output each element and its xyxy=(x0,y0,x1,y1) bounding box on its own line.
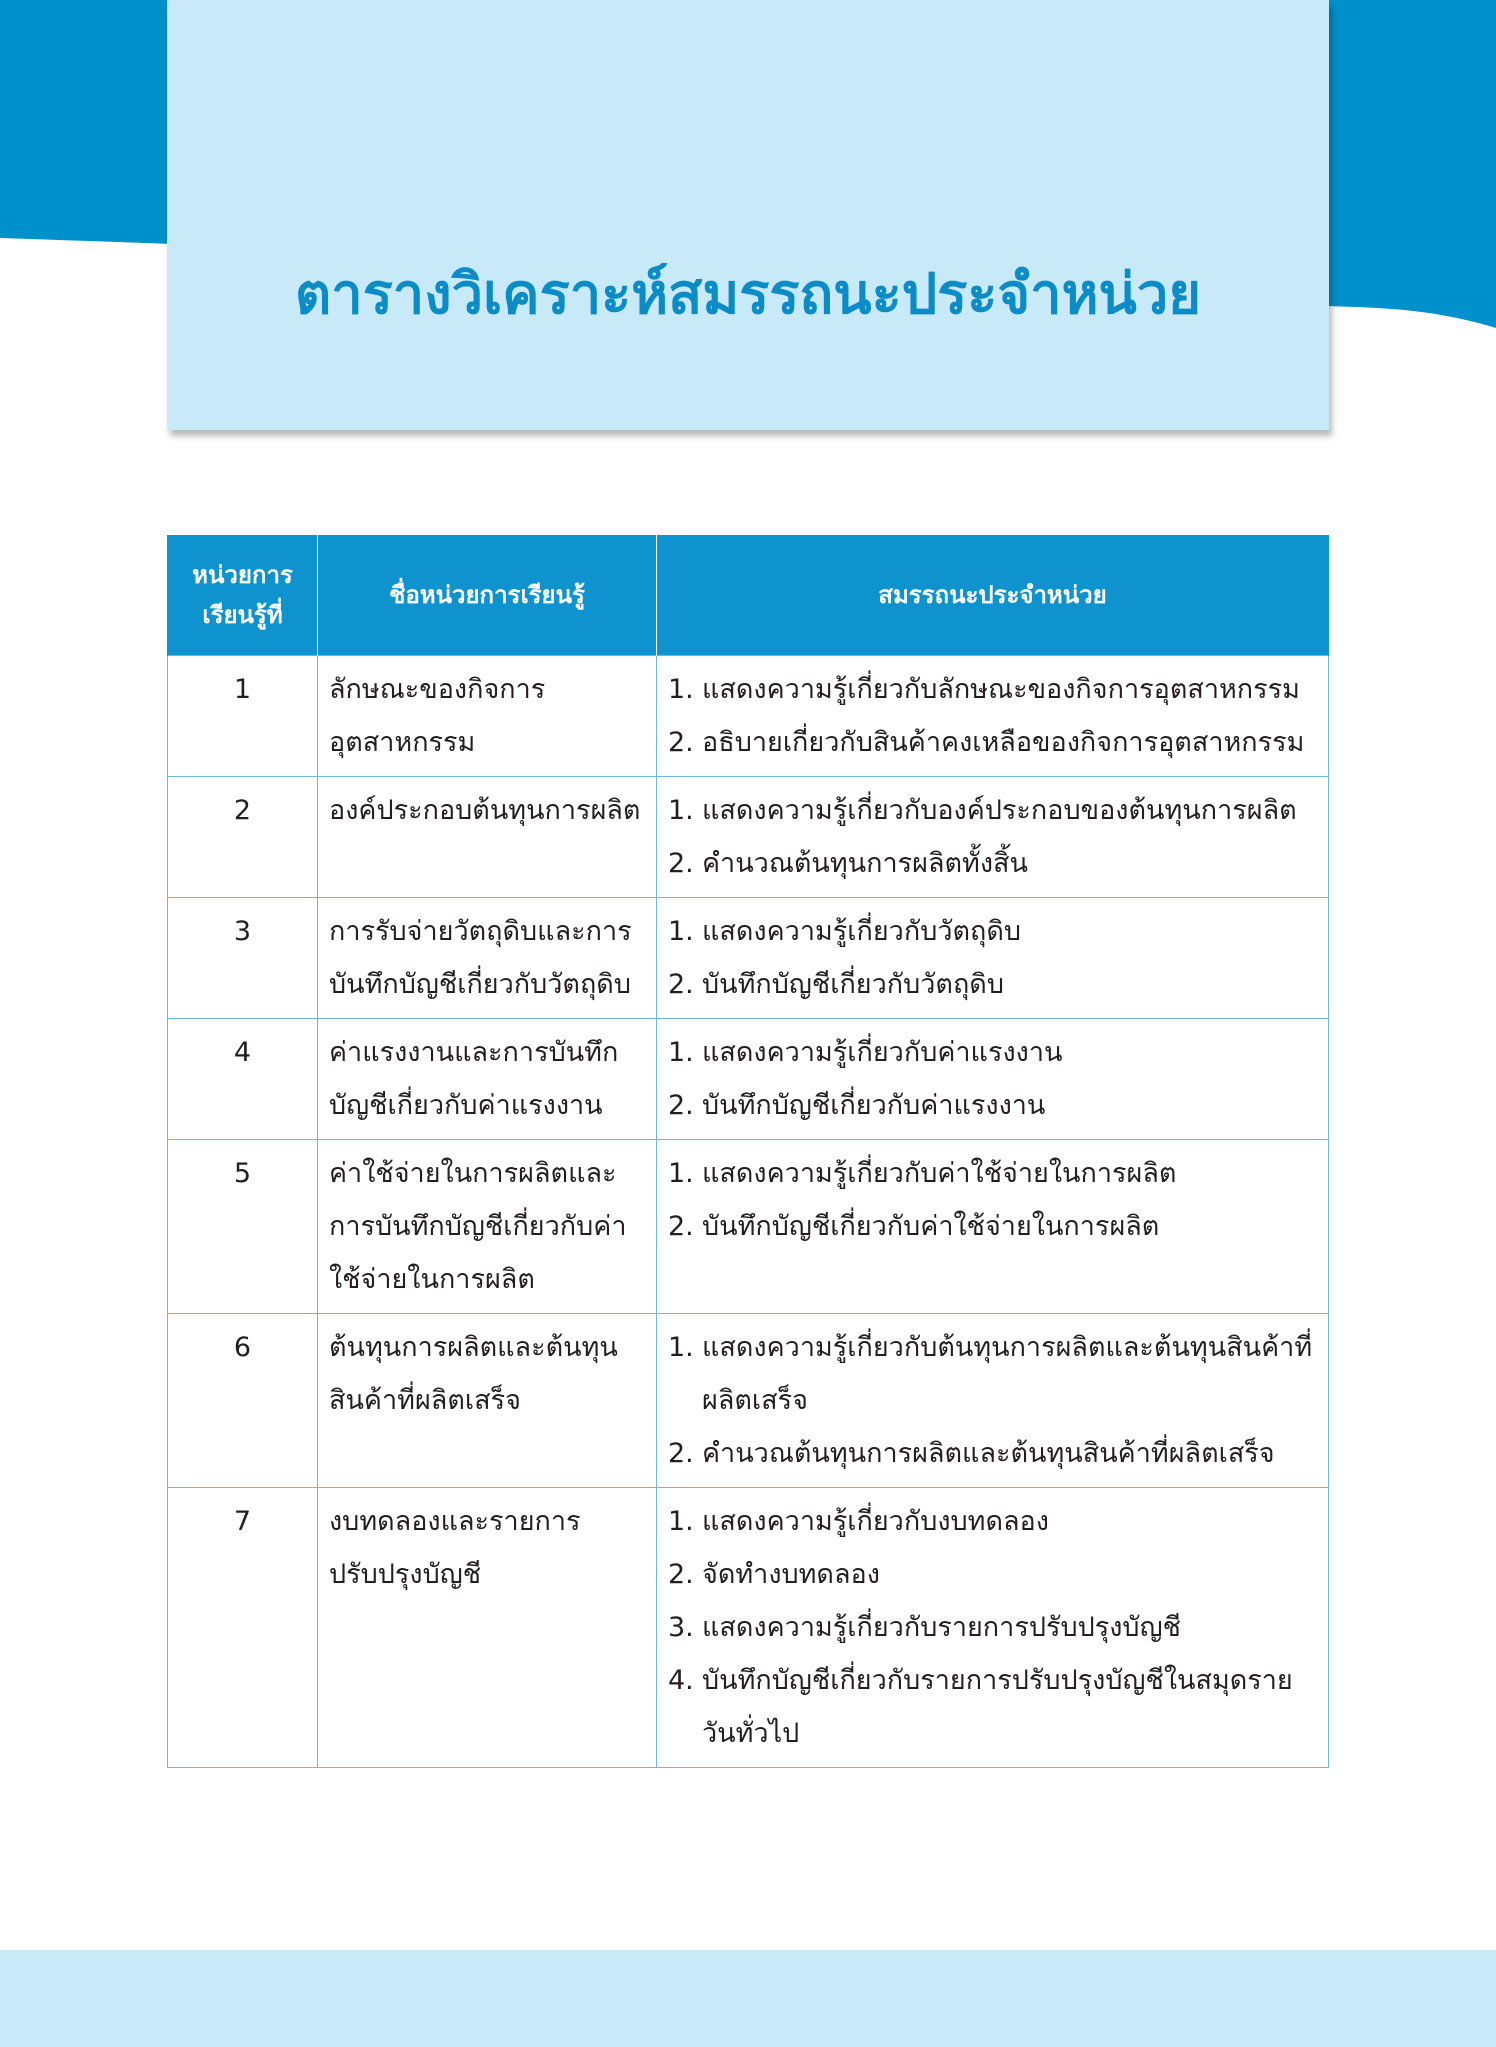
unit-name-cell: ต้นทุนการผลิตและต้นทุนสินค้าที่ผลิตเสร็จ xyxy=(318,1314,657,1488)
unit-number-cell: 3 xyxy=(168,898,318,1019)
table-row xyxy=(168,656,1329,777)
competency-list xyxy=(668,905,1318,1011)
competency-item-number: 2. xyxy=(668,727,694,758)
title-panel xyxy=(167,0,1329,430)
table-row xyxy=(168,898,1329,1019)
competency-item xyxy=(668,1079,1318,1132)
competency-item-text: คำนวณต้นทุนการผลิตและต้นทุนสินค้าที่ผลิตเสร็จ xyxy=(702,1438,1275,1469)
competency-item-number: 2. xyxy=(668,1090,694,1121)
table-row xyxy=(168,1140,1329,1314)
competency-item-number: 1. xyxy=(668,1332,694,1363)
table-header-row xyxy=(168,535,1329,656)
competency-item-number: 1. xyxy=(668,795,694,826)
competency-item-number: 2. xyxy=(668,1438,694,1469)
competency-item-text: บันทึกบัญชีเกี่ยวกับวัตถุดิบ xyxy=(702,969,1004,1000)
competency-item xyxy=(668,663,1318,716)
competency-item-text: อธิบายเกี่ยวกับสินค้าคงเหลือของกิจการอุตสาหกรรม xyxy=(702,727,1305,758)
competency-item-text: คำนวณต้นทุนการผลิตทั้งสิ้น xyxy=(702,848,1028,879)
table-row xyxy=(168,1488,1329,1768)
competency-item-text: แสดงความรู้เกี่ยวกับองค์ประกอบของต้นทุนการผลิต xyxy=(702,795,1297,826)
table-row xyxy=(168,1019,1329,1140)
competency-item-number: 4. xyxy=(668,1665,694,1696)
competency-list xyxy=(668,1495,1318,1760)
competency-cell xyxy=(657,656,1329,777)
competency-item-number: 1. xyxy=(668,1506,694,1537)
competency-item-number: 3. xyxy=(668,1612,694,1643)
competency-item xyxy=(668,716,1318,769)
header-unit-name: ชื่อหน่วยการเรียนรู้ xyxy=(318,535,657,656)
footer-band xyxy=(0,1950,1496,2047)
unit-name-cell: ค่าใช้จ่ายในการผลิตและการบันทึกบัญชีเกี่ยวกับค่าใช้จ่ายในการผลิต xyxy=(318,1140,657,1314)
competency-item-text: บันทึกบัญชีเกี่ยวกับค่าใช้จ่ายในการผลิต xyxy=(702,1211,1160,1242)
competency-item-text: แสดงความรู้เกี่ยวกับค่าแรงงาน xyxy=(702,1037,1063,1068)
competency-item xyxy=(668,1321,1318,1427)
competency-cell xyxy=(657,1314,1329,1488)
competency-item xyxy=(668,1427,1318,1480)
unit-number-cell: 4 xyxy=(168,1019,318,1140)
competency-item-text: บันทึกบัญชีเกี่ยวกับรายการปรับปรุงบัญชีในสมุดรายวันทั่วไป xyxy=(702,1665,1293,1749)
competency-item xyxy=(668,1147,1318,1200)
competency-item-number: 1. xyxy=(668,1037,694,1068)
competency-item xyxy=(668,837,1318,890)
header-unit-number: หน่วยการเรียนรู้ที่ xyxy=(168,535,318,656)
unit-name-cell: ค่าแรงงานและการบันทึกบัญชีเกี่ยวกับค่าแรงงาน xyxy=(318,1019,657,1140)
unit-number-cell: 5 xyxy=(168,1140,318,1314)
competency-item xyxy=(668,905,1318,958)
competency-list xyxy=(668,784,1318,890)
competency-cell xyxy=(657,1019,1329,1140)
competency-list xyxy=(668,1321,1318,1480)
competency-item-text: แสดงความรู้เกี่ยวกับต้นทุนการผลิตและต้นทุนสินค้าที่ผลิตเสร็จ xyxy=(702,1332,1313,1416)
header-competency: สมรรถนะประจำหน่วย xyxy=(657,535,1329,656)
unit-name-cell: การรับจ่ายวัตถุดิบและการบันทึกบัญชีเกี่ยวกับวัตถุดิบ xyxy=(318,898,657,1019)
competency-item xyxy=(668,1601,1318,1654)
competency-item xyxy=(668,784,1318,837)
competency-item-number: 1. xyxy=(668,916,694,947)
competency-item-number: 2. xyxy=(668,848,694,879)
competency-item-number: 2. xyxy=(668,1559,694,1590)
competency-item-text: แสดงความรู้เกี่ยวกับค่าใช้จ่ายในการผลิต xyxy=(702,1158,1177,1189)
competency-item-text: จัดทำงบทดลอง xyxy=(702,1559,880,1590)
competency-item-text: บันทึกบัญชีเกี่ยวกับค่าแรงงาน xyxy=(702,1090,1046,1121)
competency-cell xyxy=(657,1140,1329,1314)
unit-number-cell: 6 xyxy=(168,1314,318,1488)
unit-name-cell: งบทดลองและรายการปรับปรุงบัญชี xyxy=(318,1488,657,1768)
unit-number-cell: 1 xyxy=(168,656,318,777)
unit-name-cell: องค์ประกอบต้นทุนการผลิต xyxy=(318,777,657,898)
table-row xyxy=(168,777,1329,898)
competency-list xyxy=(668,1147,1318,1253)
table-body xyxy=(168,656,1329,1768)
competency-item-text: แสดงความรู้เกี่ยวกับรายการปรับปรุงบัญชี xyxy=(702,1612,1181,1643)
competency-item xyxy=(668,1200,1318,1253)
competency-list xyxy=(668,663,1318,769)
competency-cell xyxy=(657,777,1329,898)
competency-item-text: แสดงความรู้เกี่ยวกับงบทดลอง xyxy=(702,1506,1049,1537)
competency-item xyxy=(668,1548,1318,1601)
table-row xyxy=(168,1314,1329,1488)
competency-item-number: 1. xyxy=(668,674,694,705)
competency-item-text: แสดงความรู้เกี่ยวกับวัตถุดิบ xyxy=(702,916,1022,947)
competency-item xyxy=(668,1026,1318,1079)
competency-table xyxy=(167,535,1329,1768)
competency-cell xyxy=(657,898,1329,1019)
unit-number-cell: 2 xyxy=(168,777,318,898)
table-header xyxy=(168,535,1329,656)
competency-list xyxy=(668,1026,1318,1132)
competency-cell xyxy=(657,1488,1329,1768)
unit-number-cell: 7 xyxy=(168,1488,318,1768)
competency-item xyxy=(668,1495,1318,1548)
competency-item-number: 2. xyxy=(668,969,694,1000)
competency-item xyxy=(668,958,1318,1011)
competency-item-number: 2. xyxy=(668,1211,694,1242)
competency-item xyxy=(668,1654,1318,1760)
page-title: ตารางวิเคราะห์สมรรถนะประจำหน่วย xyxy=(294,262,1202,327)
competency-item-number: 1. xyxy=(668,1158,694,1189)
unit-name-cell: ลักษณะของกิจการอุตสาหกรรม xyxy=(318,656,657,777)
competency-item-text: แสดงความรู้เกี่ยวกับลักษณะของกิจการอุตสาหกรรม xyxy=(702,674,1300,705)
